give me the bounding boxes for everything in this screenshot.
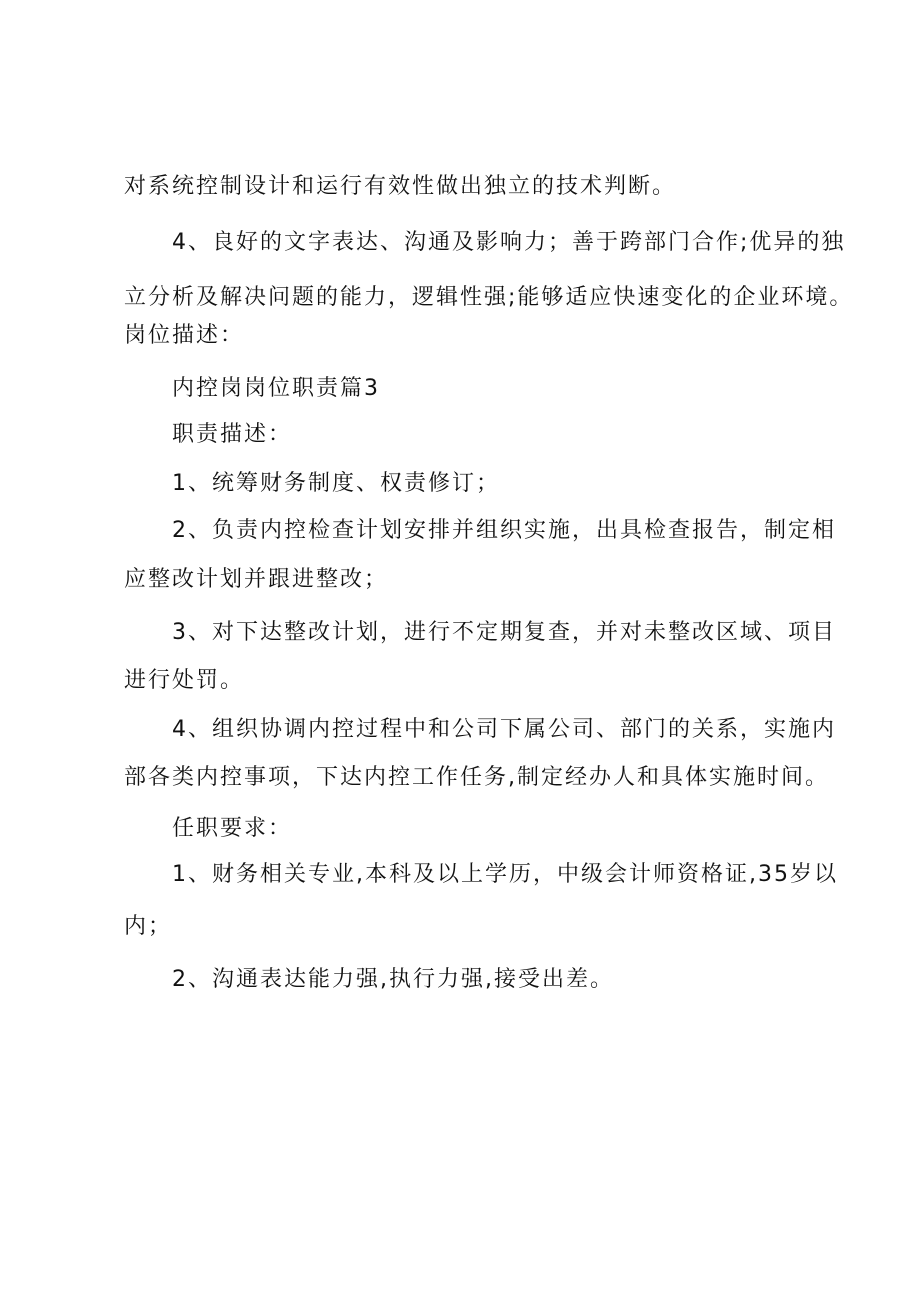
text-line: 1、统筹财务制度、权责修订； [172,471,500,496]
text-line: 立分析及解决问题的能力，逻辑性强;能够适应快速变化的企业环境。 [124,285,854,310]
text-line: 2、负责内控检查计划安排并组织实施，出具检查报告，制定相 [172,518,836,543]
text-line: 1、财务相关专业,本科及以上学历，中级会计师资格证,35岁以 [172,862,838,887]
text-line: 4、良好的文字表达、沟通及影响力；善于跨部门合作;优异的独 [172,230,846,255]
text-line: 应整改计划并跟进整改； [124,567,389,592]
section-heading: 任职要求： [172,816,293,841]
text-line: 内； [124,914,173,939]
section-title: 内控岗岗位职责篇3 [172,376,380,401]
text-line: 对系统控制设计和运行有效性做出独立的技术判断。 [124,174,677,199]
section-heading: 职责描述： [172,422,293,447]
text-line: 3、对下达整改计划，进行不定期复查，并对未整改区域、项目 [172,620,836,645]
text-line: 进行处罚。 [124,668,245,693]
text-line: 部各类内控事项，下达内控工作任务,制定经办人和具体实施时间。 [124,765,829,790]
text-line: 4、组织协调内控过程中和公司下属公司、部门的关系，实施内 [172,717,836,742]
text-line: 2、沟通表达能力强,执行力强,接受出差。 [172,967,614,992]
section-heading: 岗位描述： [124,323,245,348]
